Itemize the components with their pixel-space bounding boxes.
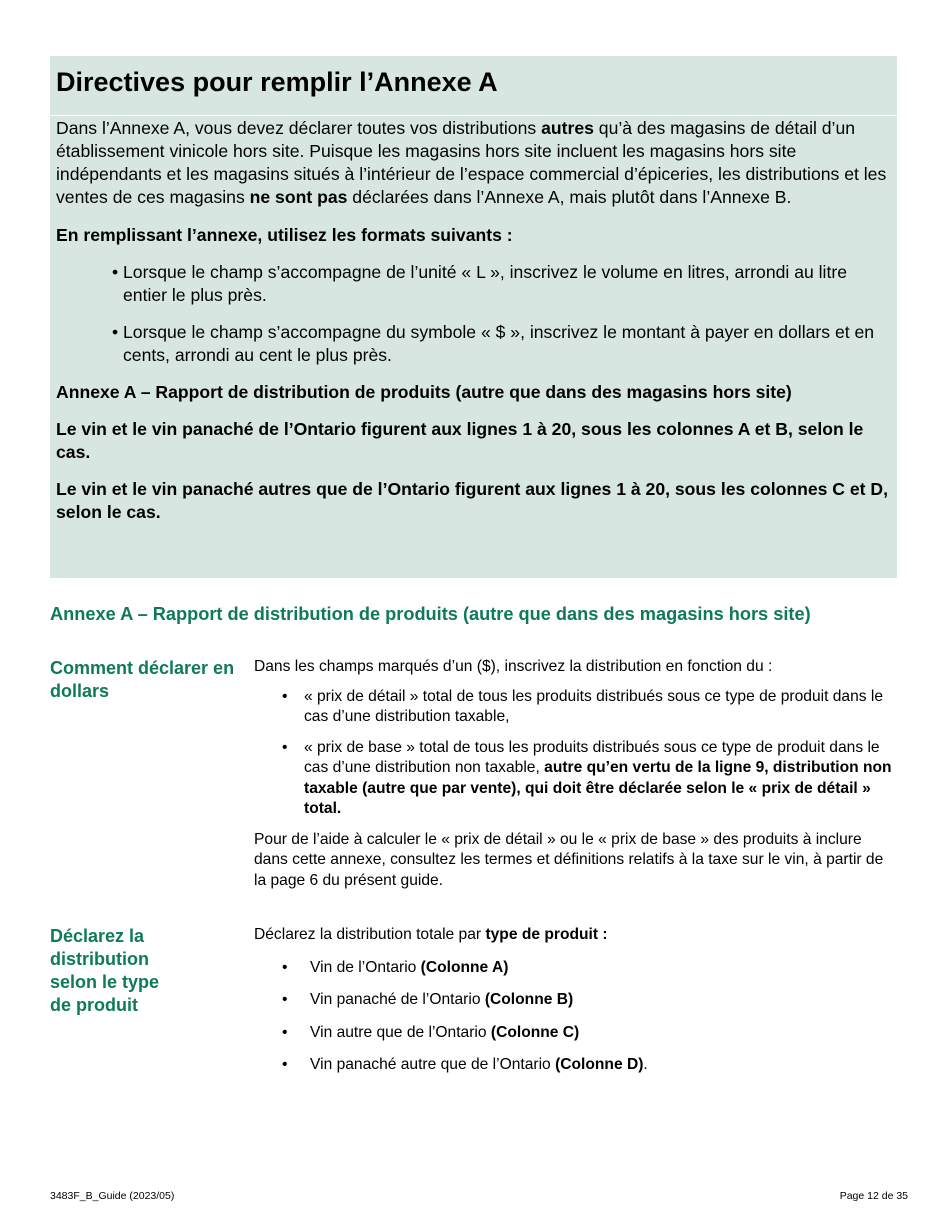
format-text: Lorsque le champ s’accompagne de l’unité « L », inscrivez le volume en litres, arrondi au litre entier le plus près. bbox=[123, 262, 847, 305]
intro-text-3: déclarées dans l’Annexe A, mais plutôt dans l’Annexe B. bbox=[347, 187, 792, 207]
bullet-icon: • bbox=[282, 1023, 288, 1041]
dollars-outro: Pour de l’aide à calculer le « prix de détail » ou le « prix de base » des produits à inclure dans cette annexe, consultez les termes et définitions relatifs à la taxe sur le vin, à partir de la page 6 du présent guide. bbox=[254, 830, 884, 889]
dollars-label: Comment déclarer en dollars bbox=[50, 658, 235, 701]
dollars-list bbox=[254, 687, 894, 820]
section-title: Annexe A – Rapport de distribution de produits (autre que dans des magasins hors site) bbox=[50, 604, 811, 624]
instructions-body bbox=[50, 116, 897, 524]
product-column: (Colonne B) bbox=[484, 991, 574, 1008]
annex-a-heading: Annexe A – Rapport de distribution de produits (autre que dans des magasins hors site) bbox=[56, 382, 792, 402]
intro-bold-2: ne sont pas bbox=[249, 187, 348, 207]
bullet-icon: • bbox=[282, 1056, 288, 1073]
bullet-icon: • bbox=[282, 738, 288, 756]
product-name: Vin panaché autre que de l’Ontario bbox=[310, 1056, 556, 1073]
list-item bbox=[254, 738, 894, 820]
list-item-bold: autre qu’en vertu de la ligne 9, distribution non taxable (autre que par vente), qui doit être déclarée selon le « prix de détail » total. bbox=[304, 759, 892, 817]
product-text bbox=[254, 925, 894, 1088]
list-item bbox=[254, 687, 894, 728]
list-item bbox=[254, 958, 894, 979]
product-label: Déclarez la distribution selon le type de produit bbox=[50, 926, 160, 1015]
bullet-icon: • bbox=[282, 687, 288, 705]
bullet-icon: • bbox=[112, 262, 119, 282]
product-intro-text: Déclarez la distribution totale par bbox=[254, 926, 486, 943]
footer-form-id: 3483F_B_Guide (2023/05) bbox=[50, 1190, 175, 1202]
dollars-text bbox=[254, 657, 894, 900]
bullet-icon: • bbox=[282, 991, 288, 1008]
product-name: Vin de l’Ontario bbox=[310, 958, 421, 976]
product-intro bbox=[254, 925, 894, 946]
intro-bold-1: autres bbox=[541, 118, 594, 138]
format-text: Lorsque le champ s’accompagne du symbole « $ », inscrivez le montant à payer en dollars et en cents, arrondi au cent le plus près. bbox=[123, 322, 875, 365]
list-item-text: « prix de détail » total de tous les produits distribués sous ce type de produit dans le cas d’une distribution taxable, bbox=[304, 687, 884, 725]
ontario-wine-note: Le vin et le vin panaché de l’Ontario figurent aux lignes 1 à 20, sous les colonnes A et B, selon le cas. bbox=[56, 419, 864, 462]
list-item bbox=[254, 1055, 894, 1076]
formats-heading: En remplissant l’annexe, utilisez les formats suivants : bbox=[56, 225, 513, 245]
list-item bbox=[254, 990, 894, 1011]
instructions-title: Directives pour remplir l’Annexe A bbox=[50, 56, 897, 116]
bullet-icon: • bbox=[282, 958, 288, 976]
instructions-box bbox=[50, 56, 897, 578]
non-ontario-wine-note: Le vin et le vin panaché autres que de l’Ontario figurent aux lignes 1 à 20, sous les colonnes C et D, selon le cas. bbox=[56, 479, 889, 522]
product-end: . bbox=[643, 1056, 648, 1073]
footer-page-number: Page 12 de 35 bbox=[839, 1190, 908, 1202]
list-item-text: « prix de base » total de tous les produits distribués sous ce type de produit dans le cas d’une distribution non taxable, bbox=[304, 738, 880, 776]
product-intro-bold: type de produit : bbox=[485, 926, 608, 943]
format-item-dollars bbox=[56, 321, 891, 367]
product-column: (Colonne A) bbox=[420, 958, 509, 976]
dollars-intro: Dans les champs marqués d’un ($), inscrivez la distribution en fonction du : bbox=[254, 658, 773, 675]
product-column: (Colonne C) bbox=[490, 1023, 580, 1041]
formats-list bbox=[56, 261, 891, 367]
product-column: (Colonne D) bbox=[555, 1056, 644, 1073]
list-item bbox=[254, 1023, 894, 1044]
bullet-icon: • bbox=[112, 322, 119, 342]
product-name: Vin panaché de l’Ontario bbox=[310, 991, 485, 1008]
format-item-litres bbox=[56, 261, 891, 307]
product-list bbox=[254, 958, 894, 1076]
intro-text-2: qu’à des magasins de détail d’un établissement vinicole hors site. Puisque les magasins hors site incluent les magasins hors site indépendants et les magasins situés à l’intérieur de l’espace commercial d’épiceries, les distributions et les ventes de ces magasins bbox=[56, 118, 887, 207]
product-name: Vin autre que de l’Ontario bbox=[310, 1023, 491, 1041]
intro-text-1: Dans l’Annexe A, vous devez déclarer toutes vos distributions bbox=[56, 118, 542, 138]
instructions-intro bbox=[56, 117, 891, 209]
